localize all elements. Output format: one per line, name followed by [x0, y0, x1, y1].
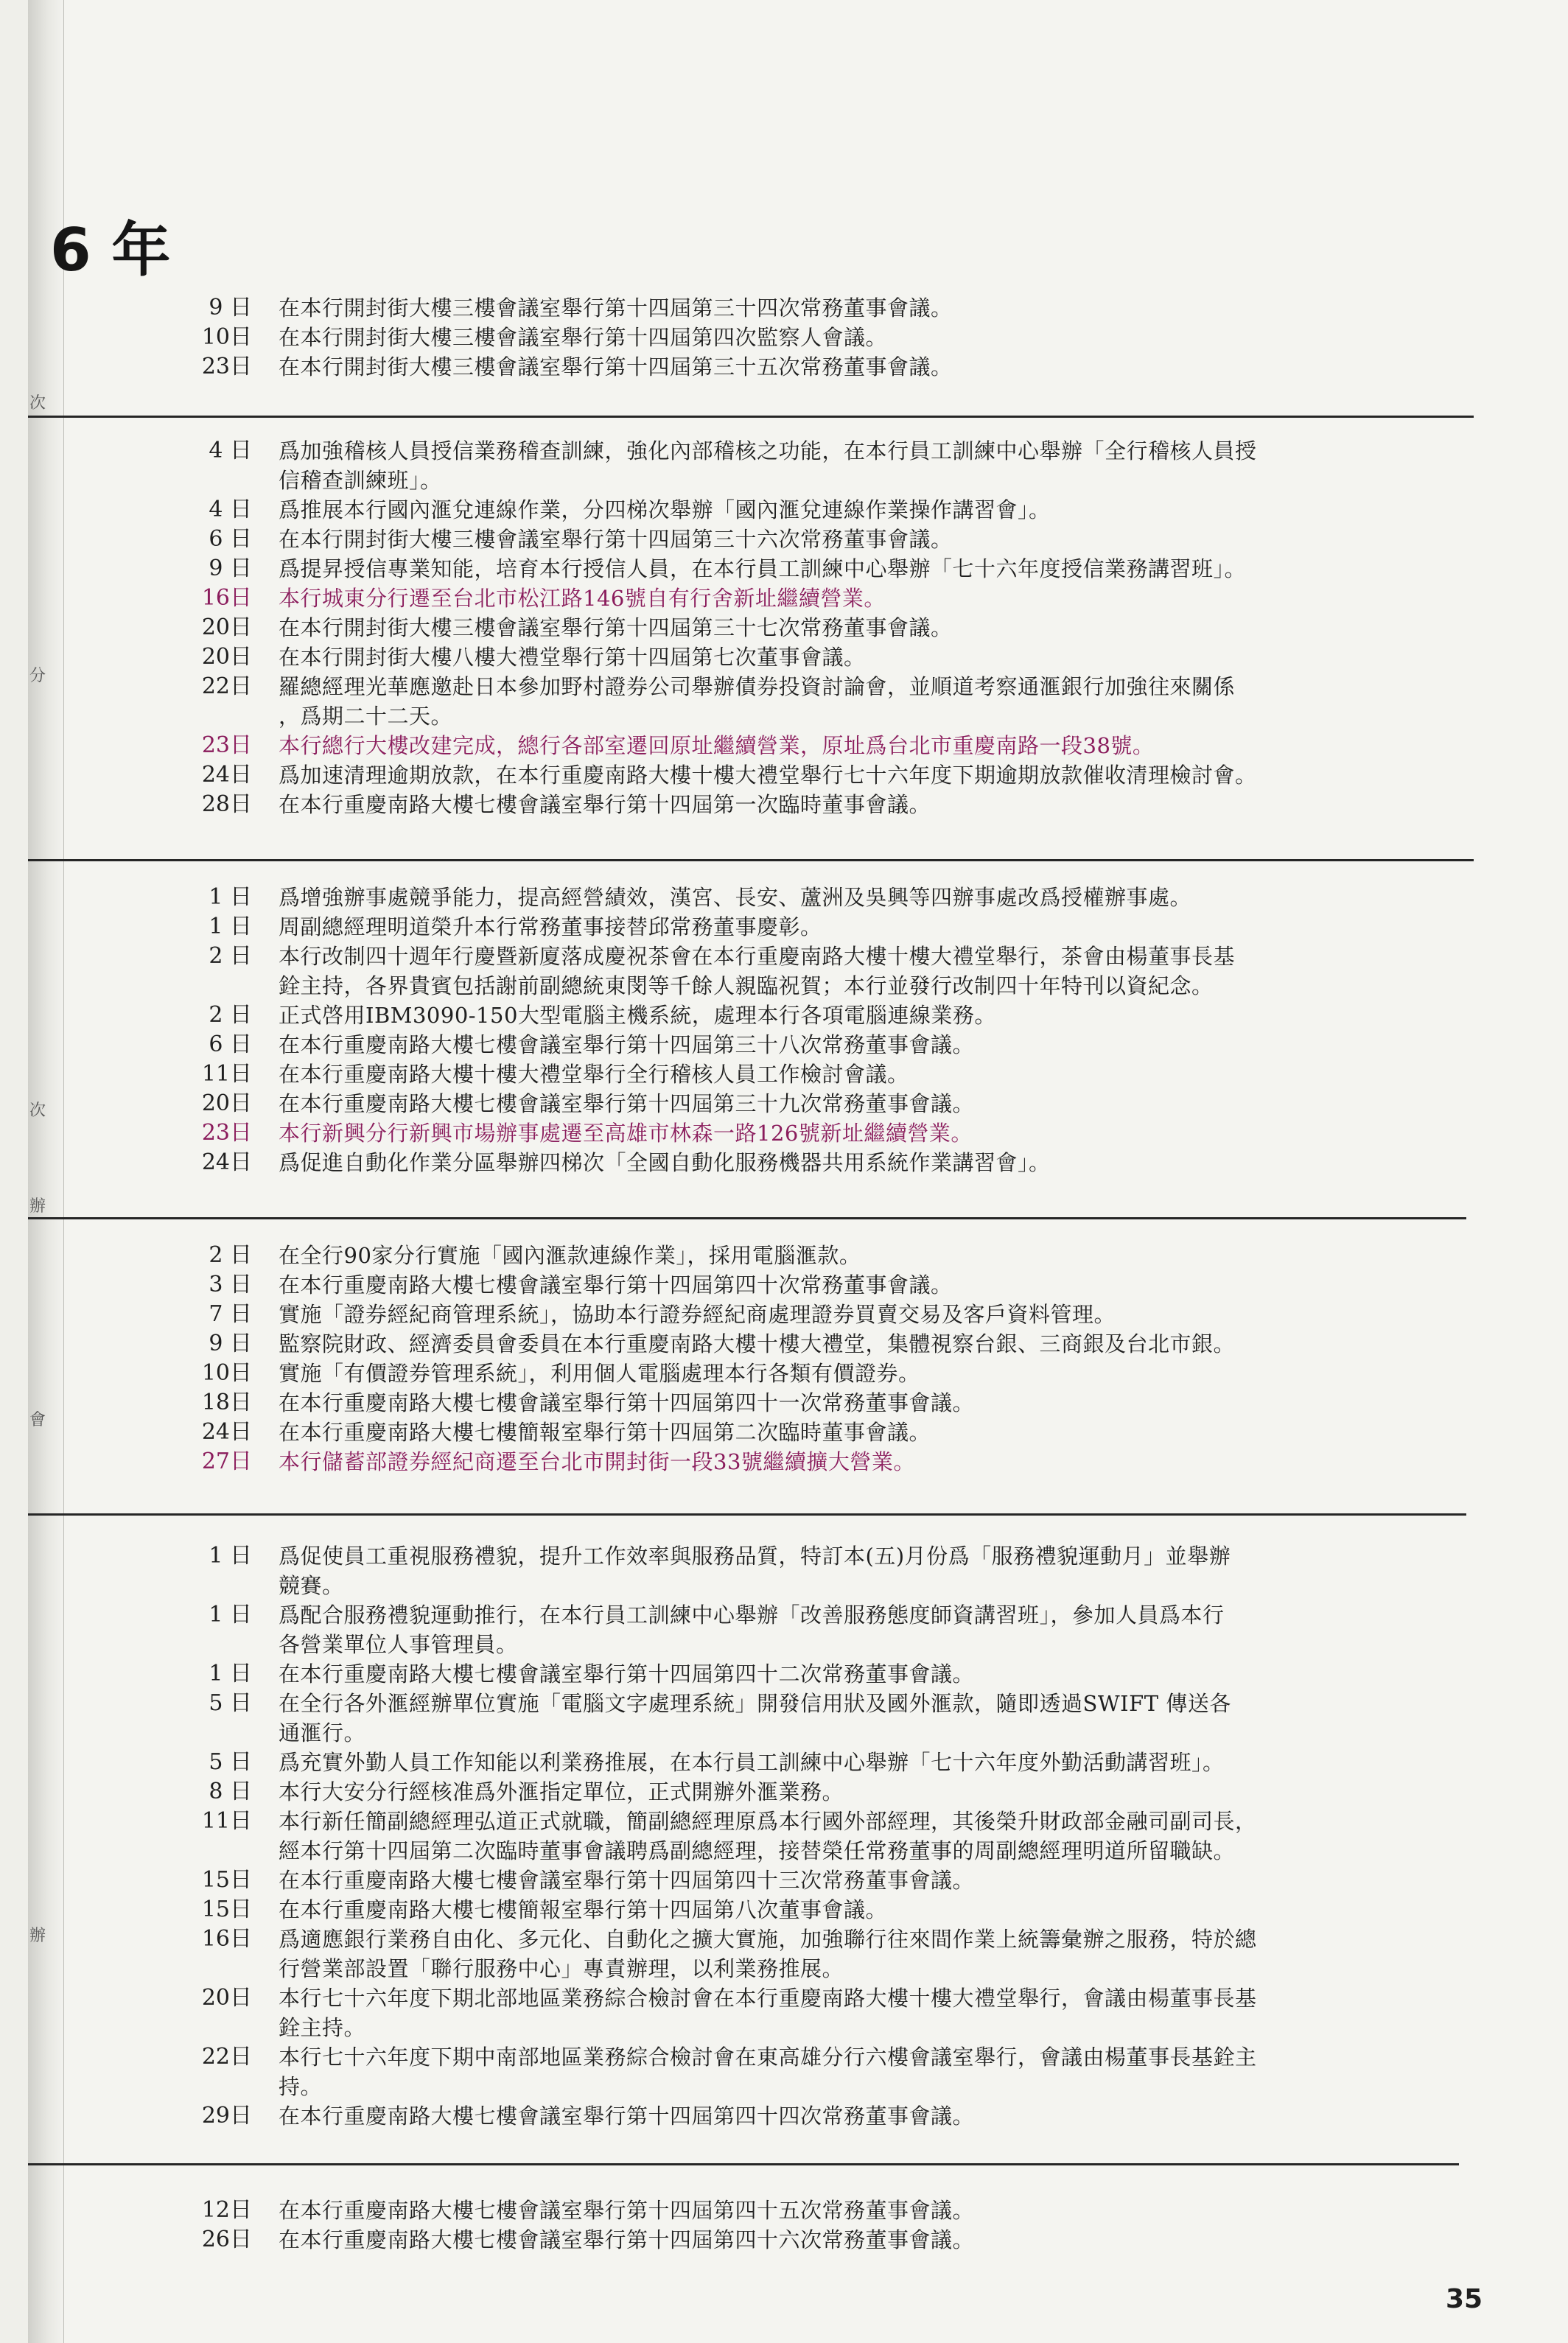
- entry-day: 2 日: [209, 1002, 252, 1028]
- spine-mark: 會: [29, 1411, 46, 1429]
- entry-day: 7 日: [209, 1301, 252, 1327]
- entry-text: 爲促使員工重視服務禮貌，提升工作效率與服務品質，特訂本(五)月份爲「服務禮貌運動月」並舉辦 競賽。: [279, 1544, 1231, 1598]
- entry-text: 正式啓用IBM3090-150大型電腦主機系統，處理本行各項電腦連線業務。: [279, 1003, 996, 1028]
- entry-text: 本行大安分行經核准爲外滙指定單位，正式開辦外滙業務。: [279, 1779, 844, 1804]
- entry-text: 在本行開封街大樓三樓會議室舉行第十四屆第三十五次常務董事會議。: [279, 354, 953, 379]
- entry-text: 爲推展本行國內滙兌連線作業，分四梯次舉辦「國內滙兌連線作業操作講習會」。: [279, 497, 1051, 522]
- book-page: [28, 0, 1568, 2343]
- spine-mark: 辦: [29, 1927, 46, 1945]
- entry-text: 羅總經理光華應邀赴日本參加野村證券公司舉辦債券投資討論會，並順道考察通滙銀行加強往來關係 ，爲期二十二天。: [279, 674, 1236, 729]
- entry-text: 在本行開封街大樓八樓大禮堂舉行第十四屆第七次董事會議。: [279, 645, 866, 670]
- entry-text: 在本行開封街大樓三樓會議室舉行第十四屆第三十六次常務董事會議。: [279, 527, 953, 552]
- entry-text: 爲配合服務禮貌運動推行，在本行員工訓練中心舉辦「改善服務態度師資講習班」，參加人員爲本行 各營業單位人事管理員。: [279, 1603, 1225, 1657]
- entry-day: 9 日: [209, 556, 252, 581]
- entry-day: 15日: [201, 1867, 252, 1893]
- spine-mark: 辦: [29, 1197, 46, 1216]
- entry-day: 22日: [201, 2044, 252, 2070]
- entry-text: 在本行重慶南路大樓七樓會議室舉行第十四屆第一次臨時董事會議。: [279, 792, 931, 817]
- entry-day: 28日: [201, 791, 252, 817]
- entry-day: 5 日: [209, 1690, 252, 1716]
- entry-day: 6 日: [209, 526, 252, 552]
- year-heading: 6 年: [50, 216, 171, 284]
- entry-text: 爲適應銀行業務自由化、多元化、自動化之擴大實施，加強聯行往來間作業上統籌彙辦之服務，特於總 行營業部設置「聯行服務中心」專責辦理，以利業務推展。: [279, 1927, 1257, 1981]
- entry-text: 監察院財政、經濟委員會委員在本行重慶南路大樓十樓大禮堂，集體視察台銀、三商銀及台北市銀。: [279, 1331, 1236, 1356]
- section-divider: [28, 1513, 1466, 1516]
- entry-text: 在本行開封街大樓三樓會議室舉行第十四屆第三十七次常務董事會議。: [279, 615, 953, 640]
- entry-day: 5 日: [209, 1749, 252, 1775]
- section-divider: [28, 859, 1474, 861]
- section-divider: [28, 416, 1474, 418]
- entry-text: 在本行重慶南路大樓七樓會議室舉行第十四屆第四十一次常務董事會議。: [279, 1390, 975, 1415]
- book-spine: [28, 0, 64, 2343]
- spine-mark: 次: [29, 394, 46, 413]
- entry-text: 在本行重慶南路大樓十樓大禮堂舉行全行稽核人員工作檢討會議。: [279, 1062, 909, 1087]
- entry-day: 8 日: [209, 1779, 252, 1804]
- entry-day: 6 日: [209, 1032, 252, 1057]
- entry-day: 27日: [201, 1449, 252, 1474]
- entry-text: 爲提昇授信專業知能，培育本行授信人員，在本行員工訓練中心舉辦「七十六年度授信業務講習班」。: [279, 556, 1247, 581]
- entry-text: 實施「證券經紀商管理系統」，協助本行證券經紀商處理證券買賣交易及客戶資料管理。: [279, 1302, 1116, 1327]
- page-number: 35: [1446, 2284, 1483, 2314]
- entry-text: 在本行重慶南路大樓七樓會議室舉行第十四屆第四十六次常務董事會議。: [279, 2227, 975, 2252]
- entry-day: 24日: [201, 1419, 252, 1445]
- entry-day: 4 日: [209, 438, 252, 463]
- entry-day: 9 日: [209, 295, 252, 321]
- entry-day: 2 日: [209, 1242, 252, 1268]
- entry-text: 本行改制四十週年行慶暨新廈落成慶祝茶會在本行重慶南路大樓十樓大禮堂舉行，茶會由楊董事長基 銓主持，各界貴賓包括謝前副總統東閔等千餘人親臨祝賀；本行並發行改制四十年特刊以資紀念。: [279, 944, 1236, 998]
- entry-day: 18日: [201, 1390, 252, 1415]
- entry-text: 在本行開封街大樓三樓會議室舉行第十四屆第四次監察人會議。: [279, 325, 888, 350]
- entry-day: 16日: [201, 585, 252, 611]
- entry-text: 爲促進自動化作業分區舉辦四梯次「全國自動化服務機器共用系統作業講習會」。: [279, 1150, 1051, 1175]
- entry-text: 爲充實外勤人員工作知能以利業務推展，在本行員工訓練中心舉辦「七十六年度外勤活動講習班」。: [279, 1750, 1225, 1775]
- entry-day: 23日: [201, 1120, 252, 1146]
- entry-day: 10日: [201, 324, 252, 350]
- entry-day: 2 日: [209, 943, 252, 969]
- section-divider: [28, 2163, 1459, 2165]
- entry-day: 23日: [201, 354, 252, 379]
- entry-text: 爲增強辦事處競爭能力，提高經營績效，漢宮、長安、蘆洲及吳興等四辦事處改爲授權辦事處。: [279, 885, 1192, 910]
- entry-text: 本行城東分行遷至台北市松江路146號自有行舍新址繼續營業。: [279, 586, 886, 611]
- entry-day: 1 日: [209, 1602, 252, 1628]
- entry-day: 20日: [201, 1090, 252, 1116]
- entry-text: 本行儲蓄部證券經紀商遷至台北市開封街一段33號繼續擴大營業。: [279, 1449, 915, 1474]
- entry-day: 16日: [201, 1926, 252, 1952]
- entry-day: 20日: [201, 614, 252, 640]
- entry-text: 在本行重慶南路大樓七樓會議室舉行第十四屆第四十二次常務董事會議。: [279, 1661, 975, 1687]
- entry-day: 1 日: [209, 1661, 252, 1687]
- entry-text: 在全行各外滙經辦單位實施「電腦文字處理系統」開發信用狀及國外滙款，隨即透過SWIFT 傳送各 通滙行。: [279, 1691, 1231, 1745]
- entry-day: 15日: [201, 1897, 252, 1922]
- entry-day: 1 日: [209, 884, 252, 910]
- entry-text: 本行七十六年度下期中南部地區業務綜合檢討會在東高雄分行六樓會議室舉行，會議由楊董事長基銓主 持。: [279, 2045, 1257, 2099]
- entry-text: 在本行重慶南路大樓七樓會議室舉行第十四屆第三十九次常務董事會議。: [279, 1091, 975, 1116]
- entry-day: 12日: [201, 2197, 252, 2223]
- entry-text: 在全行90家分行實施「國內滙款連線作業」，採用電腦滙款。: [279, 1243, 861, 1268]
- entry-text: 周副總經理明道榮升本行常務董事接替邱常務董事慶彰。: [279, 914, 822, 939]
- entry-text: 在本行重慶南路大樓七樓會議室舉行第十四屆第三十八次常務董事會議。: [279, 1032, 975, 1057]
- entry-text: 本行總行大樓改建完成，總行各部室遷回原址繼續營業，原址爲台北市重慶南路一段38號。: [279, 733, 1155, 758]
- entry-day: 26日: [201, 2227, 252, 2252]
- entry-day: 11日: [201, 1061, 252, 1087]
- entry-text: 實施「有價證券管理系統」，利用個人電腦處理本行各類有價證券。: [279, 1361, 920, 1386]
- entry-text: 爲加強稽核人員授信業務稽查訓練，強化內部稽核之功能，在本行員工訓練中心舉辦「全行稽核人員授 信稽查訓練班」。: [279, 438, 1257, 493]
- entry-day: 3 日: [209, 1272, 252, 1297]
- entry-day: 29日: [201, 2103, 252, 2129]
- entry-day: 1 日: [209, 1543, 252, 1569]
- entry-text: 在本行開封街大樓三樓會議室舉行第十四屆第三十四次常務董事會議。: [279, 295, 953, 321]
- entry-day: 4 日: [209, 497, 252, 522]
- spine-mark: 分: [29, 667, 46, 685]
- entry-text: 在本行重慶南路大樓七樓會議室舉行第十四屆第四十次常務董事會議。: [279, 1272, 953, 1297]
- section-divider: [28, 1217, 1466, 1219]
- entry-day: 20日: [201, 644, 252, 670]
- spine-mark: 次: [29, 1102, 46, 1120]
- entry-text: 在本行重慶南路大樓七樓會議室舉行第十四屆第四十四次常務董事會議。: [279, 2104, 975, 2129]
- entry-day: 9 日: [209, 1331, 252, 1356]
- entry-text: 在本行重慶南路大樓七樓會議室舉行第十四屆第四十三次常務董事會議。: [279, 1868, 975, 1893]
- entry-text: 在本行重慶南路大樓七樓簡報室舉行第十四屆第二次臨時董事會議。: [279, 1420, 931, 1445]
- entry-day: 11日: [201, 1808, 252, 1834]
- entry-text: 在本行重慶南路大樓七樓會議室舉行第十四屆第四十五次常務董事會議。: [279, 2198, 975, 2223]
- entry-text: 在本行重慶南路大樓七樓簡報室舉行第十四屆第八次董事會議。: [279, 1897, 888, 1922]
- entry-day: 24日: [201, 1149, 252, 1175]
- entry-day: 10日: [201, 1360, 252, 1386]
- entry-day: 22日: [201, 673, 252, 699]
- entry-day: 24日: [201, 762, 252, 788]
- entry-text: 本行七十六年度下期北部地區業務綜合檢討會在本行重慶南路大樓十樓大禮堂舉行，會議由楊董事長基 銓主持。: [279, 1986, 1257, 2040]
- entry-text: 本行新任簡副總經理弘道正式就職，簡副總經理原爲本行國外部經理，其後榮升財政部金融司副司長， 經本行第十四屆第二次臨時董事會議聘爲副總經理，接替榮任常務董事的周副總經理明道所留職缺。: [279, 1809, 1257, 1863]
- entry-text: 本行新興分行新興市場辦事處遷至高雄市林森一路126號新址繼續營業。: [279, 1121, 973, 1146]
- entry-day: 1 日: [209, 914, 252, 939]
- entry-text: 爲加速清理逾期放款，在本行重慶南路大樓十樓大禮堂舉行七十六年度下期逾期放款催收清理檢討會。: [279, 763, 1257, 788]
- entry-day: 20日: [201, 1985, 252, 2011]
- entry-day: 23日: [201, 732, 252, 758]
